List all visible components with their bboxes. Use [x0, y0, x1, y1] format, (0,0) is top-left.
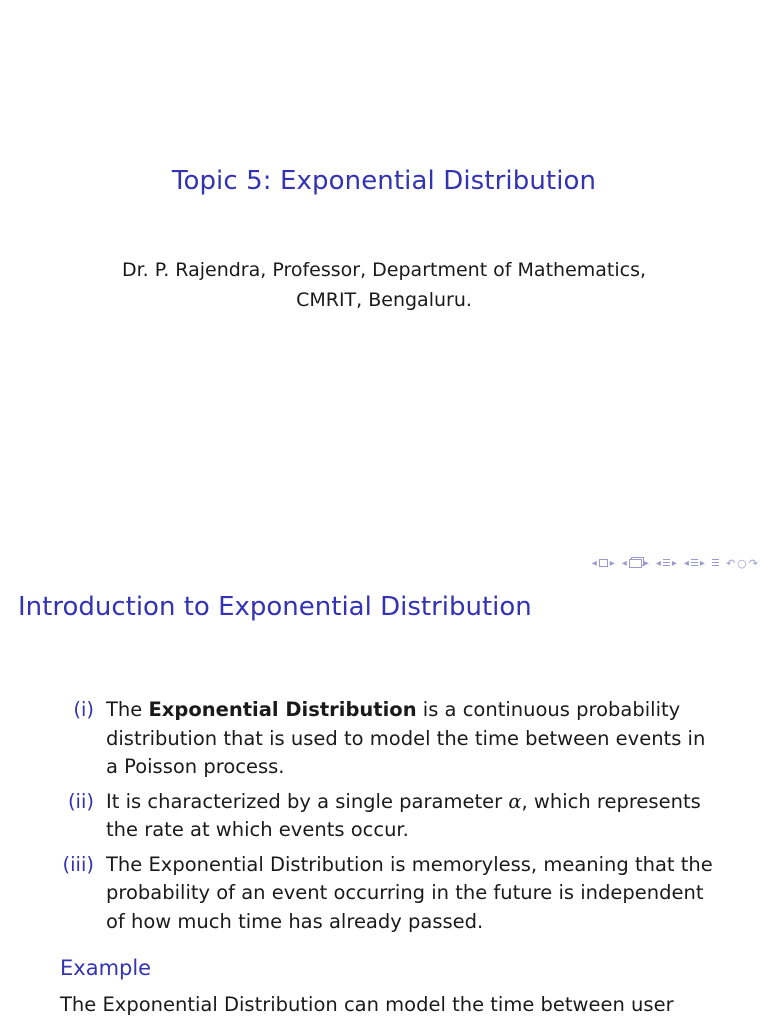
frame-icon[interactable]: [629, 559, 642, 568]
slide-nav: [592, 558, 615, 569]
list-item-label: (i): [73, 698, 94, 721]
nav-prev-arrow-icon[interactable]: ◂: [591, 557, 597, 569]
list-item: [60, 696, 720, 782]
author-line-2: CMRIT, Bengaluru.: [296, 289, 472, 311]
list-item: [60, 851, 720, 937]
frame-prev-arrow-icon[interactable]: ◂: [621, 557, 627, 569]
list-item-label: (iii): [62, 852, 94, 876]
align-nav: [712, 559, 719, 567]
search-icon[interactable]: ○: [737, 556, 747, 570]
subsection-next-arrow-icon[interactable]: ▸: [671, 557, 677, 569]
frame-next-arrow-icon[interactable]: ▸: [643, 557, 649, 569]
list-item-label: (ii): [67, 789, 94, 813]
alpha-symbol: α: [508, 789, 522, 813]
frame-nav: [622, 558, 649, 569]
list-item: [60, 788, 720, 845]
subsection-icon[interactable]: [663, 559, 670, 567]
search-nav: [726, 557, 758, 570]
subsection-prev-arrow-icon[interactable]: ◂: [655, 557, 661, 569]
example-text: The Exponential Distribution can model the time between user: [60, 993, 674, 1016]
enumerated-list: [60, 696, 720, 942]
list-item-text: The Exponential Distribution is memoryless, meaning that the probability of an event occurring in the future is independent of how much time has already passed.: [106, 852, 713, 933]
bold-term: Exponential Distribution: [148, 698, 417, 721]
author-block: [0, 255, 768, 315]
back-icon[interactable]: ↶: [725, 556, 736, 570]
section-icon[interactable]: [691, 559, 698, 567]
subsection-nav: [656, 558, 677, 569]
text-run: The: [106, 698, 149, 721]
section-prev-arrow-icon[interactable]: ◂: [683, 557, 689, 569]
example-heading: Example: [60, 956, 152, 980]
intro-slide: [0, 576, 768, 1024]
author-line-1: Dr. P. Rajendra, Professor, Department of Mathematics,: [121, 259, 647, 281]
forward-icon[interactable]: ↷: [748, 556, 758, 570]
text-run: It is characterized by a single parameter: [106, 789, 509, 813]
frame-title: Introduction to Exponential Distribution: [18, 592, 532, 622]
align-icon[interactable]: [712, 559, 719, 567]
section-nav: [684, 558, 705, 569]
slide-icon[interactable]: [599, 559, 608, 567]
text-run: , which represents the rate at which events occur.: [106, 789, 701, 841]
nav-next-arrow-icon[interactable]: ▸: [609, 557, 615, 569]
list-item-text: [106, 696, 720, 782]
list-item-text: [106, 788, 720, 845]
presentation-title: Topic 5: Exponential Distribution: [171, 166, 597, 196]
beamer-navigation-bar: [592, 553, 758, 573]
text-run: is a continuous probability distribution that is used to model the time between events in a Poisson process.: [106, 698, 706, 778]
section-next-arrow-icon[interactable]: ▸: [699, 557, 705, 569]
